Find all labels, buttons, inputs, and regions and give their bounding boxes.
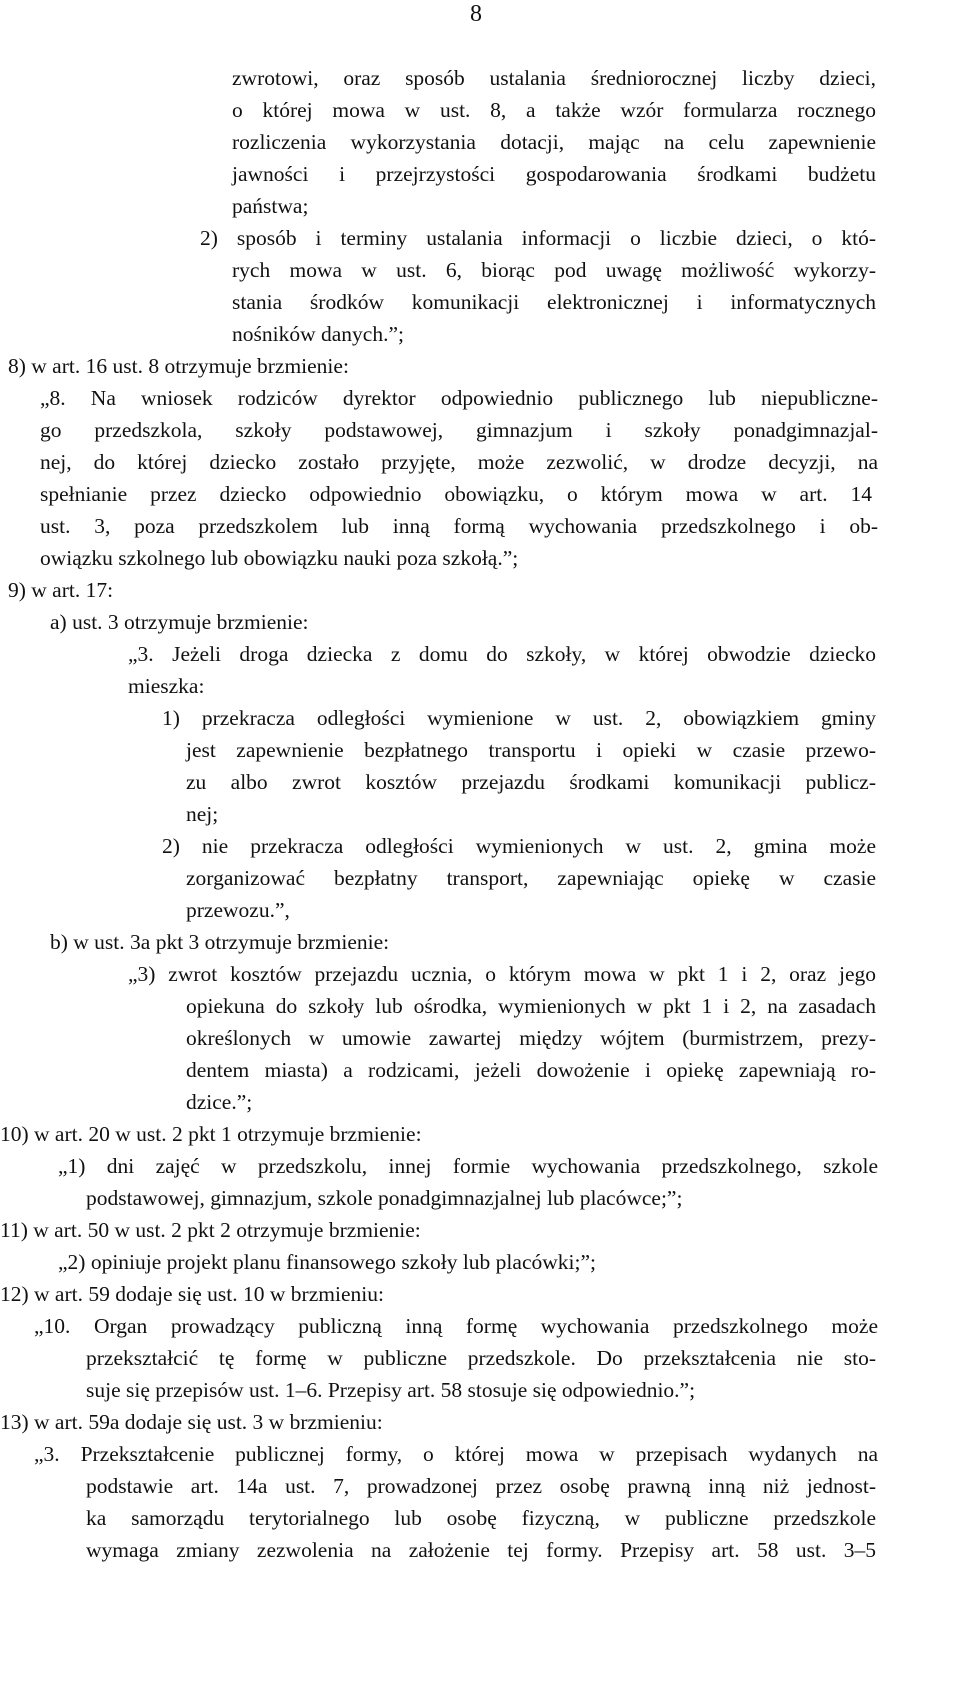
text-line: 9) w art. 17: — [8, 578, 114, 602]
text-line: jawności i przejrzystości gospodarowania środkami budżetu — [232, 162, 876, 186]
text-line: 1) przekracza odległości wymienione w ust. 2, obowiązkiem gminy — [162, 706, 876, 730]
text-line: „3) zwrot kosztów przejazdu ucznia, o którym mowa w pkt 1 i 2, oraz jego — [128, 962, 876, 986]
text-line: „10. Organ prowadzący publiczną inną formę wychowania przedszkolnego może — [34, 1314, 878, 1338]
text-line: przekształcić tę formę w publiczne przedszkole. Do przekształcenia nie sto- — [86, 1346, 876, 1370]
text-line: 10) w art. 20 w ust. 2 pkt 1 otrzymuje brzmienie: — [0, 1122, 422, 1146]
text-line: jest zapewnienie bezpłatnego transportu i opieki w czasie przewo- — [186, 738, 876, 762]
text-line: a) ust. 3 otrzymuje brzmienie: — [50, 610, 309, 634]
text-line: owiązku szkolnego lub obowiązku nauki poza szkołą.”; — [40, 546, 519, 570]
text-line: nej, do której dziecko zostało przyjęte, może zezwolić, w drodze decyzji, na — [40, 450, 878, 474]
text-line: ka samorządu terytorialnego lub osobę fizyczną, w publiczne przedszkole — [86, 1506, 876, 1530]
text-line: państwa; — [232, 194, 309, 218]
text-line: suje się przepisów ust. 1–6. Przepisy art. 58 stosuje się odpowiednio.”; — [86, 1378, 696, 1402]
text-line: „8. Na wniosek rodziców dyrektor odpowiednio publicznego lub niepubliczne- — [40, 386, 878, 410]
text-line: przewozu.”, — [186, 898, 290, 922]
text-line: mieszka: — [128, 674, 205, 698]
text-line: o której mowa w ust. 8, a także wzór formularza rocznego — [232, 98, 876, 122]
text-line: 11) w art. 50 w ust. 2 pkt 2 otrzymuje brzmienie: — [0, 1218, 421, 1242]
text-line: dzice.”; — [186, 1090, 253, 1114]
text-line: „1) dni zajęć w przedszkolu, innej formie wychowania przedszkolnego, szkole — [58, 1154, 878, 1178]
text-line: dentem miasta) a rodzicami, jeżeli dowożenie i opiekę zapewniają ro- — [186, 1058, 876, 1082]
text-line: „3. Jeżeli droga dziecka z domu do szkoły, w której obwodzie dziecko — [128, 642, 876, 666]
text-line: rozliczenia wykorzystania dotacji, mając na celu zapewnienie — [232, 130, 876, 154]
text-line: 2) sposób i terminy ustalania informacji o liczbie dzieci, o któ- — [200, 226, 876, 250]
text-line: 12) w art. 59 dodaje się ust. 10 w brzmieniu: — [0, 1282, 384, 1306]
text-line: podstawowej, gimnazjum, szkole ponadgimnazjalnej lub placówce;”; — [86, 1186, 683, 1210]
text-line: wymaga zmiany zezwolenia na założenie tej formy. Przepisy art. 58 ust. 3–5 — [86, 1538, 876, 1562]
text-line: nośników danych.”; — [232, 322, 404, 346]
text-line: zwrotowi, oraz sposób ustalania średniorocznej liczby dzieci, — [232, 66, 876, 90]
text-line: go przedszkola, szkoły podstawowej, gimnazjum i szkoły ponadgimnazjal- — [40, 418, 878, 442]
text-line: zorganizować bezpłatny transport, zapewniając opiekę w czasie — [186, 866, 876, 890]
page-number: 8 — [470, 1, 482, 27]
text-line: spełnianie przez dziecko odpowiednio obowiązku, o którym mowa w art. 14 — [40, 482, 872, 506]
text-line: zu albo zwrot kosztów przejazdu środkami komunikacji publicz- — [186, 770, 876, 794]
text-line: podstawie art. 14a ust. 7, prowadzonej przez osobę prawną inną niż jednost- — [86, 1474, 876, 1498]
text-line: „3. Przekształcenie publicznej formy, o której mowa w przepisach wydanych na — [34, 1442, 878, 1466]
text-line: 2) nie przekracza odległości wymienionych w ust. 2, gmina może — [162, 834, 876, 858]
text-line: b) w ust. 3a pkt 3 otrzymuje brzmienie: — [50, 930, 390, 954]
text-line: ust. 3, poza przedszkolem lub inną formą wychowania przedszkolnego i ob- — [40, 514, 878, 538]
text-line: nej; — [186, 802, 219, 826]
text-line: 8) w art. 16 ust. 8 otrzymuje brzmienie: — [8, 354, 349, 378]
text-line: 13) w art. 59a dodaje się ust. 3 w brzmieniu: — [0, 1410, 383, 1434]
text-line: opiekuna do szkoły lub ośrodka, wymienionych w pkt 1 i 2, na zasadach — [186, 994, 876, 1018]
text-line: określonych w umowie zawartej między wójtem (burmistrzem, prezy- — [186, 1026, 876, 1050]
text-line: „2) opiniuje projekt planu finansowego szkoły lub placówki;”; — [58, 1250, 596, 1274]
text-line: stania środków komunikacji elektronicznej i informatycznych — [232, 290, 876, 314]
text-line: rych mowa w ust. 6, biorąc pod uwagę możliwość wykorzy- — [232, 258, 876, 282]
